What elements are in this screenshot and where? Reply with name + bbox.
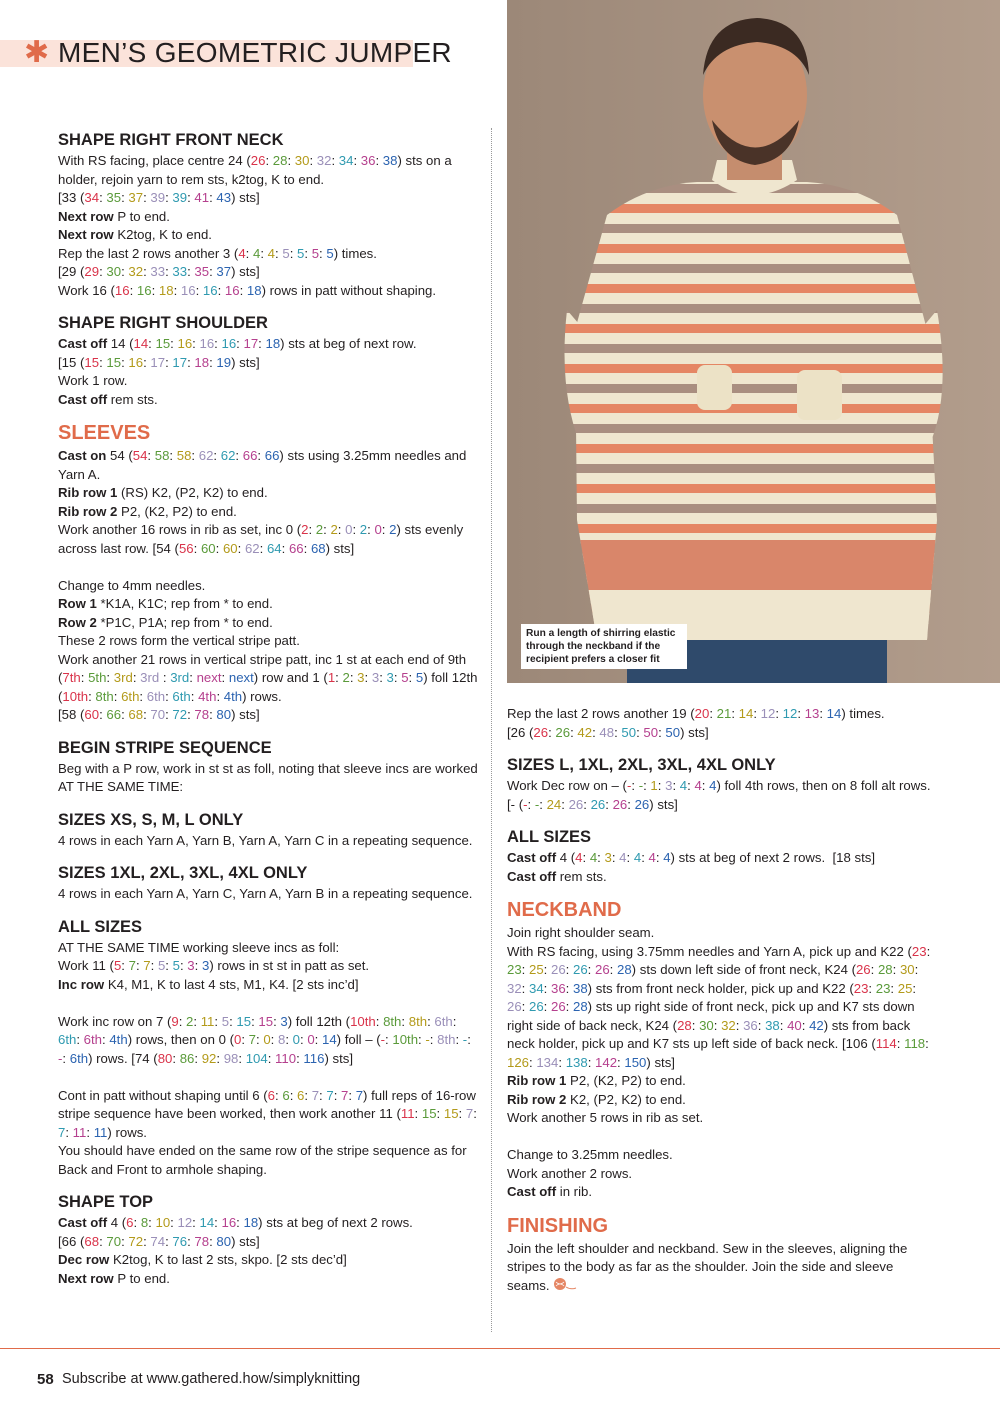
instruction-paragraph: Rep the last 2 rows another 3 (4: 4: 4: 5: 5: 5: 5) times. <box>58 245 377 261</box>
instruction-paragraph: Cast off in rib. <box>507 1184 593 1199</box>
section-heading: SLEEVES <box>58 422 151 444</box>
subsection-heading: BEGIN STRIPE SEQUENCE <box>58 738 272 757</box>
instruction-paragraph: Cast off 14 (14: 15: 16: 16: 16: 17: 18) sts at beg of next row. <box>58 336 417 351</box>
instruction-paragraph: 4 rows in each Yarn A, Yarn C, Yarn A, Yarn B in a repeating sequence. <box>58 886 473 901</box>
column-divider <box>491 128 492 1332</box>
instruction-paragraph: Work Dec row on – (-: -: 1: 3: 4: 4: 4) foll 4th rows, then on 8 foll alt rows. [- (-: -: 24: 26: 26: 26: 26) sts] <box>507 778 931 812</box>
instruction-paragraph: With RS facing, place centre 24 (26: 28: 30: 32: 34: 36: 38) sts on a holder, rejoin yarn to rem sts, k2tog, K to end. <box>58 153 452 187</box>
jumper-photo-illustration <box>507 0 1000 683</box>
instruction-paragraph: Dec row K2tog, K to last 2 sts, skpo. [2 sts dec’d] <box>58 1252 347 1267</box>
left-column <box>58 130 478 1288</box>
instruction-paragraph: Beg with a P row, work in st st as foll, noting that sleeve incs are worked AT THE SAME TIME: <box>58 760 478 794</box>
instruction-paragraph: Work another 5 rows in rib as set. <box>507 1110 704 1125</box>
footer-rule <box>0 1348 1000 1349</box>
model-photo <box>507 0 1000 683</box>
subsection-heading: ALL SIZES <box>507 828 592 846</box>
instruction-paragraph: Cast off 4 (4: 4: 3: 4: 4: 4: 4) sts at beg of next 2 rows. [18 sts] <box>507 850 876 865</box>
paragraph-gap <box>58 558 478 577</box>
subsection-heading: ALL SIZES <box>58 917 143 936</box>
instruction-paragraph: Cont in patt without shaping until 6 (6: 6: 6: 7: 7: 7: 7) full reps of 16-row stripe sequence have been worked, then work another 11 (11: 15: 15: 7: 7: 11: 11) rows. <box>58 1087 477 1140</box>
asterisk-icon: ✱ <box>24 36 50 69</box>
instruction-paragraph: Join the left shoulder and neckband. Sew in the sleeves, aligning the stripes to the body as far as the shoulder. Join the side and sleeve seams. <box>507 1240 932 1297</box>
instruction-paragraph: Change to 3.25mm needles. <box>507 1147 673 1162</box>
instruction-paragraph: [26 (26: 26: 42: 48: 50: 50: 50) sts] <box>507 724 709 740</box>
instruction-paragraph: [29 (29: 30: 32: 33: 33: 35: 37) sts] <box>58 264 260 279</box>
instruction-paragraph: These 2 rows form the vertical stripe patt. <box>58 633 300 648</box>
paragraph-gap <box>507 1128 932 1147</box>
instruction-paragraph: You should have ended on the same row of the stripe sequence as for Back and Front to armhole shaping. <box>58 1143 467 1177</box>
instruction-paragraph: [15 (15: 15: 16: 17: 17: 18: 19) sts] <box>58 354 260 370</box>
paragraph-gap <box>58 994 478 1013</box>
paragraph-gap <box>58 1068 478 1087</box>
instruction-paragraph: Inc row K4, M1, K to last 4 sts, M1, K4. [2 sts inc’d] <box>58 976 359 992</box>
instruction-paragraph: 4 rows in each Yarn A, Yarn B, Yarn A, Yarn C in a repeating sequence. <box>58 832 473 848</box>
section-heading: NECKBAND <box>507 899 622 921</box>
subsection-heading: SIZES 1XL, 2XL, 3XL, 4XL ONLY <box>58 864 308 882</box>
subsection-heading: SHAPE TOP <box>58 1193 154 1211</box>
instruction-paragraph: Row 1 *K1A, K1C; rep from * to end. <box>58 596 273 611</box>
instruction-paragraph: [58 (60: 66: 68: 70: 72: 78: 80) sts] <box>58 707 260 722</box>
instruction-paragraph: Cast on 54 (54: 58: 58: 62: 62: 66: 66) sts using 3.25mm needles and Yarn A. <box>58 448 467 482</box>
subsection-heading: SHAPE RIGHT SHOULDER <box>58 314 268 332</box>
instruction-paragraph: Work 11 (5: 7: 7: 5: 5: 3: 3) rows in st st in patt as set. <box>58 958 370 973</box>
page-number: 58 <box>37 1371 54 1388</box>
instruction-paragraph: Work 16 (16: 16: 18: 16: 16: 16: 18) rows in patt without shaping. <box>58 282 437 298</box>
instruction-paragraph: Next row P to end. <box>58 1270 170 1286</box>
instruction-paragraph: Join right shoulder seam. <box>507 925 655 940</box>
yarn-ball-icon <box>553 1277 577 1297</box>
photo-caption: Run a length of shirring elastic through the neckband if the recipient prefers a closer fit <box>521 624 687 669</box>
instruction-paragraph: AT THE SAME TIME working sleeve incs as foll: <box>58 939 340 955</box>
instruction-paragraph: Work another 21 rows in vertical stripe patt, inc 1 st at each end of 9th (7th: 5th: 3rd: 3rd : 3rd: next: next) row and 1 (1: 2: 3: 3: 3: 5: 5) foll 12th (10th: 8th: 6th: 6th: 6th: 4th: 4th) rows. <box>58 651 478 704</box>
instruction-paragraph: [33 (34: 35: 37: 39: 39: 41: 43) sts] <box>58 190 260 205</box>
instruction-paragraph: Rib row 1 P2, (K2, P2) to end. <box>507 1073 686 1088</box>
page-title: MEN’S GEOMETRIC JUMPER <box>58 37 452 68</box>
instruction-paragraph: Work inc row on 7 (9: 2: 11: 5: 15: 15: 3) foll 12th (10th: 8th: 8th: 6th: 6th: 6th: 4th) rows, then on 0 (0: 7: 0: 8: 0: 0: 14) foll – (-: 10th: -: 8th: -: -: 6th) rows. [74 (80: 86: 92: 98: 104: 110: 116) sts] <box>58 1013 471 1066</box>
instruction-paragraph: Change to 4mm needles. <box>58 577 206 593</box>
instruction-paragraph: Row 2 *P1C, P1A; rep from * to end. <box>58 614 273 630</box>
instruction-paragraph: Next row K2tog, K to end. <box>58 227 212 242</box>
instruction-paragraph: Work 1 row. <box>58 373 128 388</box>
instruction-paragraph: Rib row 2 P2, (K2, P2) to end. <box>58 503 237 519</box>
subsection-heading: SHAPE RIGHT FRONT NECK <box>58 131 284 149</box>
instruction-paragraph: Rib row 2 K2, (P2, K2) to end. <box>507 1091 686 1107</box>
instruction-paragraph: Cast off rem sts. <box>507 868 607 884</box>
instruction-paragraph: Rib row 1 (RS) K2, (P2, K2) to end. <box>58 485 268 500</box>
instruction-paragraph: Rep the last 2 rows another 19 (20: 21: 14: 12: 12: 13: 14) times. <box>507 706 885 721</box>
instruction-paragraph: Cast off rem sts. <box>58 391 158 407</box>
instruction-paragraph: Next row P to end. <box>58 208 170 224</box>
subsection-heading: SIZES XS, S, M, L ONLY <box>58 810 244 829</box>
section-heading: FINISHING <box>507 1214 609 1237</box>
instruction-paragraph: Cast off 4 (6: 8: 10: 12: 14: 16: 18) sts at beg of next 2 rows. <box>58 1215 413 1230</box>
subscribe-link[interactable]: Subscribe at www.gathered.how/simplyknitting <box>62 1371 361 1387</box>
subsection-heading: SIZES L, 1XL, 2XL, 3XL, 4XL ONLY <box>507 756 776 774</box>
instruction-paragraph: [66 (68: 70: 72: 74: 76: 78: 80) sts] <box>58 1233 260 1249</box>
instruction-paragraph: With RS facing, using 3.75mm needles and Yarn A, pick up and K22 (23: 23: 25: 26: 26: 26: 28) sts down left side of front neck, K24 (26: 28: 30: 32: 34: 36: 38) sts from front neck holder, pick up and K22 (23: 23: 25: 26: 26: 26: 28) sts up right side of front neck, pick up and K7 sts down right side of back neck, K24 (28: 30: 32: 36: 38: 40: 42) sts from back neck holder, pick up and K7 sts up left side of back neck. [106 (114: 118: 126: 134: 138: 142: 150) sts] <box>507 943 931 1070</box>
right-column <box>507 705 932 1296</box>
instruction-paragraph: Work another 16 rows in rib as set, inc 0 (2: 2: 2: 0: 2: 0: 2) sts evenly across last row. [54 (56: 60: 60: 62: 64: 66: 68) sts] <box>58 522 464 556</box>
instruction-paragraph: Work another 2 rows. <box>507 1165 633 1181</box>
